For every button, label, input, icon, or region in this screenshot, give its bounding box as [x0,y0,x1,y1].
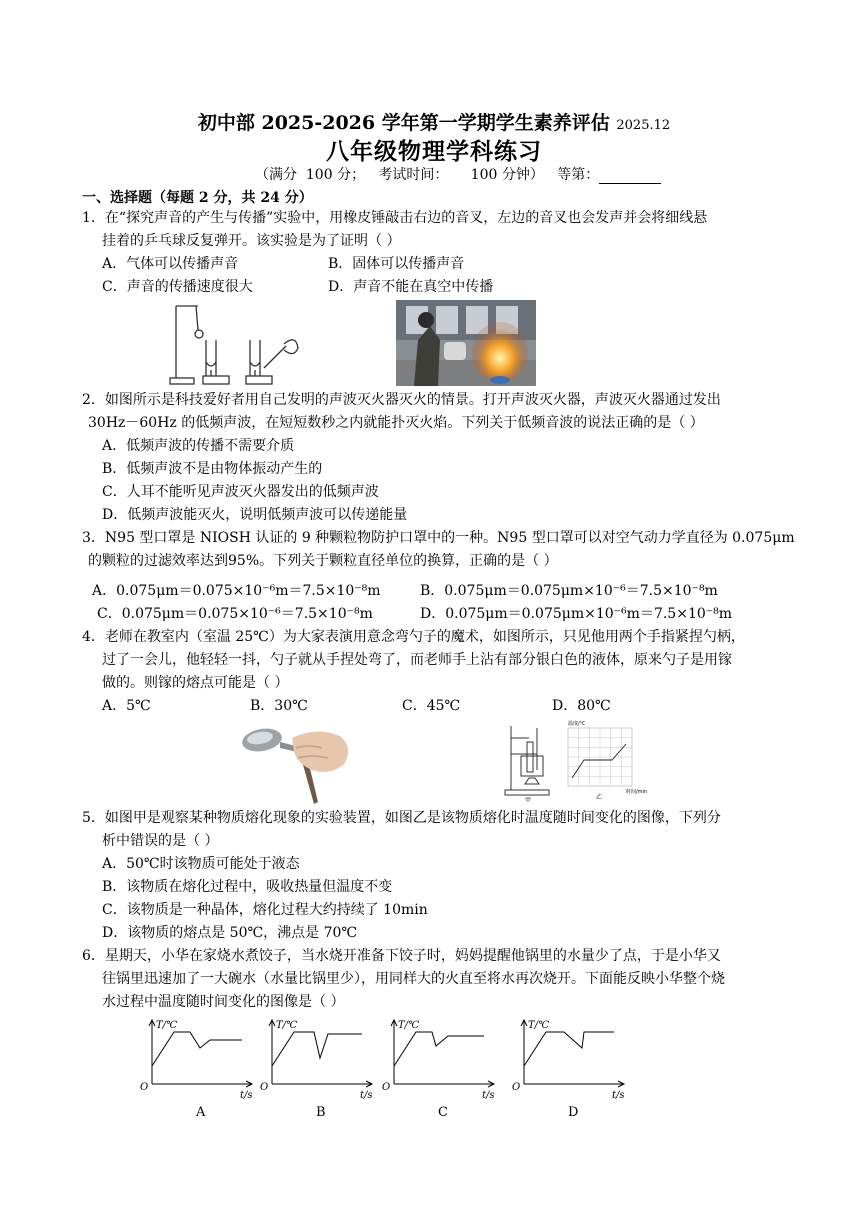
q2-option-b: B．低频声波不是由物体振动产生的 [102,461,323,477]
graph-x-label: 时间/min [626,789,648,795]
q4-option-d: D．80℃ [552,698,611,714]
x-axis-label: t/s [612,1090,625,1101]
x-axis-label: t/s [360,1090,373,1101]
x-axis-label: t/s [240,1090,253,1101]
q6-line2: 往锅里迅速加了一大碗水（水量比锅里少），用同样大的火直至将水再次烧开。下面能反映小华整个烧 [102,971,725,987]
q3-option-d: D．0.075μm＝0.075μm×10⁻⁶m＝7.5×10⁻⁸m [420,606,733,622]
q5-line2: 析中错误的是（ ） [102,833,219,849]
q1-option-c: C．声音的传播速度很大 [102,279,253,295]
temperature-curve [152,1032,242,1066]
y-axis-label: T/℃ [276,1020,298,1031]
fig-yi-label: 乙 [596,794,603,801]
section-heading: 一、选择题（每题 2 分，共 24 分） [82,190,313,206]
q2-option-a: A．低频声波的传播不需要介质 [102,438,295,454]
q2-option-c: C．人耳不能听见声波灭火器发出的低频声波 [102,484,379,500]
y-axis-label: T/℃ [528,1020,550,1031]
origin-label: O [512,1082,521,1093]
q1-option-b: B．固体可以传播声音 [328,256,465,272]
q4-line2: 过了一会儿，他轻轻一抖，勺子就从手捏处弯了，而老师手上沾有部分银白色的液体，原来勺子是用镓 [102,652,732,668]
tuning-fork-figure [166,300,316,388]
q4-option-b: B．30℃ [250,698,308,714]
q3-option-b: B．0.075μm＝0.075μm×10⁻⁶＝7.5×10⁻⁸m [420,583,718,599]
melting-apparatus-figure [503,722,555,804]
temperature-curve [524,1032,614,1066]
graph-option-label: A [196,1105,206,1120]
exam-subtitle: 八年级物理学科练习 [326,138,542,165]
y-axis-label: T/℃ [156,1020,178,1031]
q6-temperature-graphs [130,1010,630,1120]
exam-date: 2025.12 [616,118,671,133]
graph-option-label: D [568,1105,579,1120]
q2-line1: 2．如图所示是科技爱好者用自己发明的声波灭火器灭火的情景。打开声波灭火器，声波灭火器通过发出 [82,392,721,408]
origin-label: O [260,1082,269,1093]
q3-line2: 的颗粒的过滤效率达到95%。下列关于颗粒直径单位的换算，正确的是（ ） [88,553,558,569]
exam-info [255,164,661,184]
fig-jia-label: 甲 [525,797,532,804]
spoon-photo [236,718,354,804]
graph-option-label: C [438,1105,448,1120]
melting-graph [556,716,648,801]
q5-option-d: D．该物质的熔点是 50℃，沸点是 70℃ [102,925,358,941]
q1-option-d: D．声音不能在真空中传播 [328,279,494,295]
q1-line2: 挂着的乒乓球反复弹开。该实验是为了证明（ ） [102,233,401,249]
q3-option-c: C．0.075μm＝0.075×10⁻⁶＝7.5×10⁻⁸m [97,606,373,622]
q5-option-a: A．50℃时该物质可能处于液态 [102,856,300,872]
q6-line3: 水过程中温度随时间变化的图像是（ ） [102,994,345,1010]
origin-label: O [140,1082,149,1093]
x-axis-label: t/s [482,1090,495,1101]
q1-line1: 1．在“探究声音的产生与传播”实验中，用橡皮锤敲击右边的音叉，左边的音叉也会发声并会将细线悬 [82,210,708,226]
graph-option-label: B [316,1105,326,1120]
q4-option-c: C．45℃ [402,698,461,714]
exam-title-main: 初中部 2025-2026 学年第一学期学生素养评估 [197,112,610,134]
melting-curve [572,744,626,778]
exam-info-text: （满分 100 分； 考试时间： 100 分钟） 等第： [255,167,600,183]
q3-option-a: A．0.075μm＝0.075×10⁻⁶m＝7.5×10⁻⁸m [92,583,381,599]
q1-option-a: A．气体可以传播声音 [102,256,239,272]
q5-option-b: B．该物质在熔化过程中，吸收热量但温度不变 [102,879,393,895]
q6-line1: 6．星期天，小华在家烧水煮饺子，当水烧开准备下饺子时，妈妈提醒他锅里的水量少了点，于是小华又 [82,948,721,964]
q3-line1: 3．N95 型口罩是 NIOSH 认证的 9 种颗粒物防护口罩中的一种。N95 型口罩可以对空气动力学直径为 0.075μm [82,530,795,546]
y-axis-label: T/℃ [398,1020,420,1031]
q5-line1: 5．如图甲是观察某种物质熔化现象的实验装置，如图乙是该物质熔化时温度随时间变化的图像，下列分 [82,810,721,826]
q2-line2: 30Hz－60Hz 的低频声波，在短短数秒之内就能扑灭火焰。下列关于低频音波的说法正确的是（ ） [88,415,704,431]
temperature-curve [272,1032,362,1066]
q5-option-c: C．该物质是一种晶体，熔化过程大约持续了 10min [102,902,428,918]
origin-label: O [382,1082,391,1093]
grade-blank [599,169,661,184]
temperature-curve [394,1032,484,1066]
q4-line3: 做的。则镓的熔点可能是（ ） [102,675,289,691]
exam-title [0,108,868,135]
q4-line1: 4．老师在教室内（室温 25℃）为大家表演用意念弯勺子的魔术，如图所示，只见他用两个手指紧捏勺柄， [82,629,745,645]
q2-option-d: D．低频声波能灭火，说明低频声波可以传递能量 [102,507,408,523]
graph-y-label: 温度/℃ [568,721,586,727]
sonic-extinguisher-photo [396,300,536,386]
q4-option-a: A．5℃ [102,698,151,714]
